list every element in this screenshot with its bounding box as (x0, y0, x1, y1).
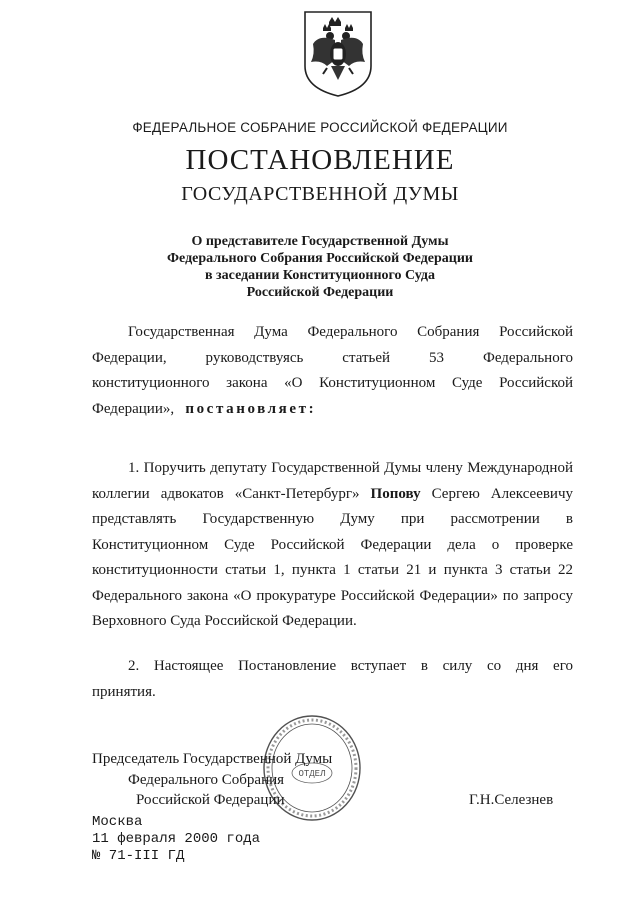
title-line: Федерального Собрания Российской Федерации (167, 251, 473, 266)
preamble-paragraph (92, 320, 573, 422)
document-title (0, 233, 640, 301)
text-line: Федерального закона «О прокуратуре Российской Федерации» по запросу (92, 587, 573, 604)
text-line: конституционности статьи 1, пункта 1 статьи 21 и пункта 3 статьи 22 (92, 562, 573, 578)
document-type: ПОСТАНОВЛЕНИЕ (185, 144, 455, 176)
text-line: Конституционном Суде Российской Федерации дела о проверке (92, 536, 573, 553)
text-line: 2. Настоящее Постановление вступает в силу со дня его (128, 658, 573, 674)
issuing-body: ГОСУДАРСТВЕННОЙ ДУМЫ (181, 183, 459, 205)
document-number: № 71-III ГД (92, 848, 185, 864)
issue-city: Москва (92, 814, 143, 830)
text-line (92, 397, 573, 423)
signatory-title-3: Российской Федерации (136, 792, 285, 808)
text-line: принятия. (92, 683, 156, 700)
text-line: 1. Поручить депутату Государственной Думы члену Международной (128, 460, 573, 476)
text-line: Федерации, руководствуясь статьей 53 Федерального (92, 349, 573, 366)
signatory-title-2: Федерального Собрания (128, 772, 285, 788)
title-line: Российской Федерации (246, 285, 394, 300)
decree-word: постановляет: (185, 400, 317, 417)
stamp-center-text: ОТДЕЛ (298, 769, 326, 779)
signatory-title-1: Председатель Государственной Думы (92, 751, 333, 767)
preamble-tail: Федерации», (92, 400, 175, 417)
title-line: О представителе Государственной Думы (191, 234, 449, 249)
text-line: Государственная Дума Федерального Собрания Российской (128, 324, 573, 340)
title-line: в заседании Конституционного Суда (205, 268, 435, 283)
deputy-surname: Попову (370, 485, 421, 502)
issue-date: 11 февраля 2000 года (92, 831, 261, 847)
text-line: представлять Государственную Думу при рассмотрении в (92, 511, 573, 527)
organization-heading: ФЕДЕРАЛЬНОЕ СОБРАНИЕ РОССИЙСКОЙ ФЕДЕРАЦИИ (132, 120, 508, 135)
text-line: конституционного закона «О Конституционном Суде Российской (92, 375, 573, 391)
deputy-name: Сергею Алексеевичу (431, 485, 574, 502)
russian-coat-of-arms-icon (299, 8, 377, 98)
item-2-paragraph (92, 654, 573, 705)
text-line (92, 482, 573, 508)
text-fragment: коллегии адвокатов «Санкт-Петербург» (92, 485, 360, 502)
text-line: Верховного Суда Российской Федерации. (92, 613, 357, 629)
item-1-paragraph (92, 456, 573, 635)
signatory-name: Г.Н.Селезнев (469, 792, 554, 808)
